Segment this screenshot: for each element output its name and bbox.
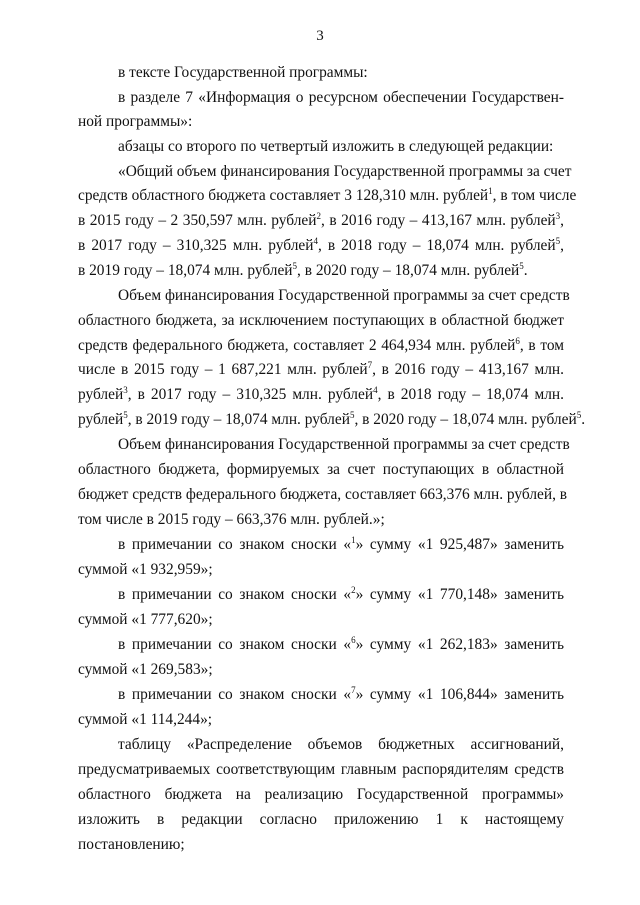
footnote-marker: 4: [373, 385, 378, 395]
body-line: [118, 586, 564, 604]
body-line: суммой «1 932,959»;: [78, 561, 213, 578]
footnote-marker: 7: [351, 685, 356, 695]
text-run: , в 2020 году – 18,074 млн. рублей: [297, 262, 520, 279]
text-run: , в 2016 году – 413,167 млн. рублей: [321, 212, 556, 229]
body-line: предусматриваемых соответствующим главным распорядителям средств: [78, 761, 564, 778]
body-line: «Общий объем финансирования Государственной программы за счет: [118, 163, 572, 180]
text-run: рублей: [78, 386, 124, 403]
text-run: » сумму «1 770,148» заменить: [355, 586, 564, 603]
body-line: областного бюджета на реализацию Государственной программы»: [78, 786, 564, 803]
body-line: суммой «1 114,244»;: [78, 711, 213, 728]
footnote-marker: 6: [351, 635, 356, 645]
body-line: в разделе 7 «Информация о ресурсном обеспечении Государствен-: [118, 89, 564, 106]
footnote-marker: 4: [313, 236, 318, 246]
footnote-marker: 3: [123, 385, 128, 395]
footnote-marker: 5: [519, 261, 524, 271]
body-line: [118, 686, 564, 704]
footnote-marker: 2: [351, 585, 356, 595]
body-line: областного бюджета, за исключением поступающих в областной бюджет: [78, 312, 564, 329]
page-number: 3: [316, 28, 324, 44]
text-run: , в том: [519, 337, 564, 354]
body-line: таблицу «Распределение объемов бюджетных ассигнований,: [118, 736, 564, 753]
body-line: в тексте Государственной программы:: [118, 64, 368, 81]
text-run: ,: [560, 212, 564, 229]
body-line: [118, 636, 564, 654]
body-line: [78, 262, 564, 280]
body-line: областного бюджета, формируемых за счет поступающих в областной: [78, 461, 564, 478]
text-run: рублей: [78, 411, 124, 428]
text-run: в примечании со знаком сноски «: [118, 586, 352, 603]
body-line: [78, 361, 564, 379]
text-run: в 2017 году – 310,325 млн. рублей: [78, 237, 314, 254]
body-line: том числе в 2015 году – 663,376 млн. рублей.»;: [78, 511, 385, 528]
text-run: , в 2017 году – 310,325 млн. рублей: [127, 386, 374, 403]
body-line: Объем финансирования Государственной программы за счет средств: [118, 287, 570, 304]
body-line: суммой «1 269,583»;: [78, 661, 213, 678]
footnote-marker: 6: [515, 336, 520, 346]
body-line: постановлению;: [78, 836, 185, 853]
text-run: средств федерального бюджета, составляет 2 464,934 млн. рублей: [78, 337, 516, 354]
text-run: , в 2018 году – 18,074 млн. рублей: [317, 237, 556, 254]
footnote-marker: 2: [316, 211, 321, 221]
body-line: изложить в редакции согласно приложению 1 к настоящему: [78, 811, 564, 828]
text-run: , в 2020 году – 18,074 млн. рублей: [354, 411, 577, 428]
footnote-marker: 5: [576, 410, 582, 420]
body-line: абзацы со второго по четвертый изложить в следующей редакции:: [118, 138, 554, 155]
body-line: [78, 410, 586, 429]
text-run: в примечании со знаком сноски «: [118, 686, 352, 703]
text-run: числе в 2015 году – 1 687,221 млн. рублей: [78, 361, 368, 378]
body-line: бюджет средств федерального бюджета, составляет 663,376 млн. рублей, в: [78, 486, 568, 503]
body-line: [78, 337, 564, 355]
text-run: средств областного бюджета составляет 3 128,310 млн. рублей: [78, 187, 489, 204]
text-run: » сумму «1 262,183» заменить: [355, 636, 564, 653]
footnote-marker: 5: [555, 236, 561, 246]
body-line: [78, 212, 564, 230]
body-line: ной программы»:: [78, 113, 193, 130]
text-run: в 2019 году – 18,074 млн. рублей: [78, 262, 293, 279]
footnote-marker: 5: [123, 410, 128, 420]
footnote-marker: 1: [488, 186, 493, 196]
text-run: , в 2019 году – 18,074 млн. рублей: [127, 411, 350, 428]
text-run: в примечании со знаком сноски «: [118, 636, 352, 653]
text-run: , в 2018 году – 18,074 млн.: [377, 386, 565, 403]
body-line: суммой «1 777,620»;: [78, 611, 213, 628]
text-run: .: [581, 411, 586, 428]
body-line: [78, 186, 577, 205]
text-run: ,: [560, 237, 564, 254]
footnote-marker: 5: [292, 261, 298, 271]
footnote-marker: 5: [349, 410, 355, 420]
text-run: , в 2016 году – 413,167 млн.: [372, 361, 564, 378]
footnote-marker: 3: [555, 211, 561, 221]
text-run: , в том числе: [492, 187, 577, 204]
body-line: Объем финансирования Государственной программы за счет средств: [118, 436, 570, 453]
text-run: .: [523, 262, 528, 279]
text-run: в 2015 году – 2 350,597 млн. рублей: [78, 212, 317, 229]
text-run: » сумму «1 925,487» заменить: [355, 536, 564, 553]
body-line: [118, 536, 564, 554]
footnote-marker: 7: [367, 360, 373, 370]
text-run: в примечании со знаком сноски «: [118, 536, 352, 553]
body-line: [78, 386, 564, 404]
text-run: » сумму «1 106,844» заменить: [355, 686, 564, 703]
footnote-marker: 1: [351, 535, 356, 545]
body-line: [78, 237, 564, 255]
